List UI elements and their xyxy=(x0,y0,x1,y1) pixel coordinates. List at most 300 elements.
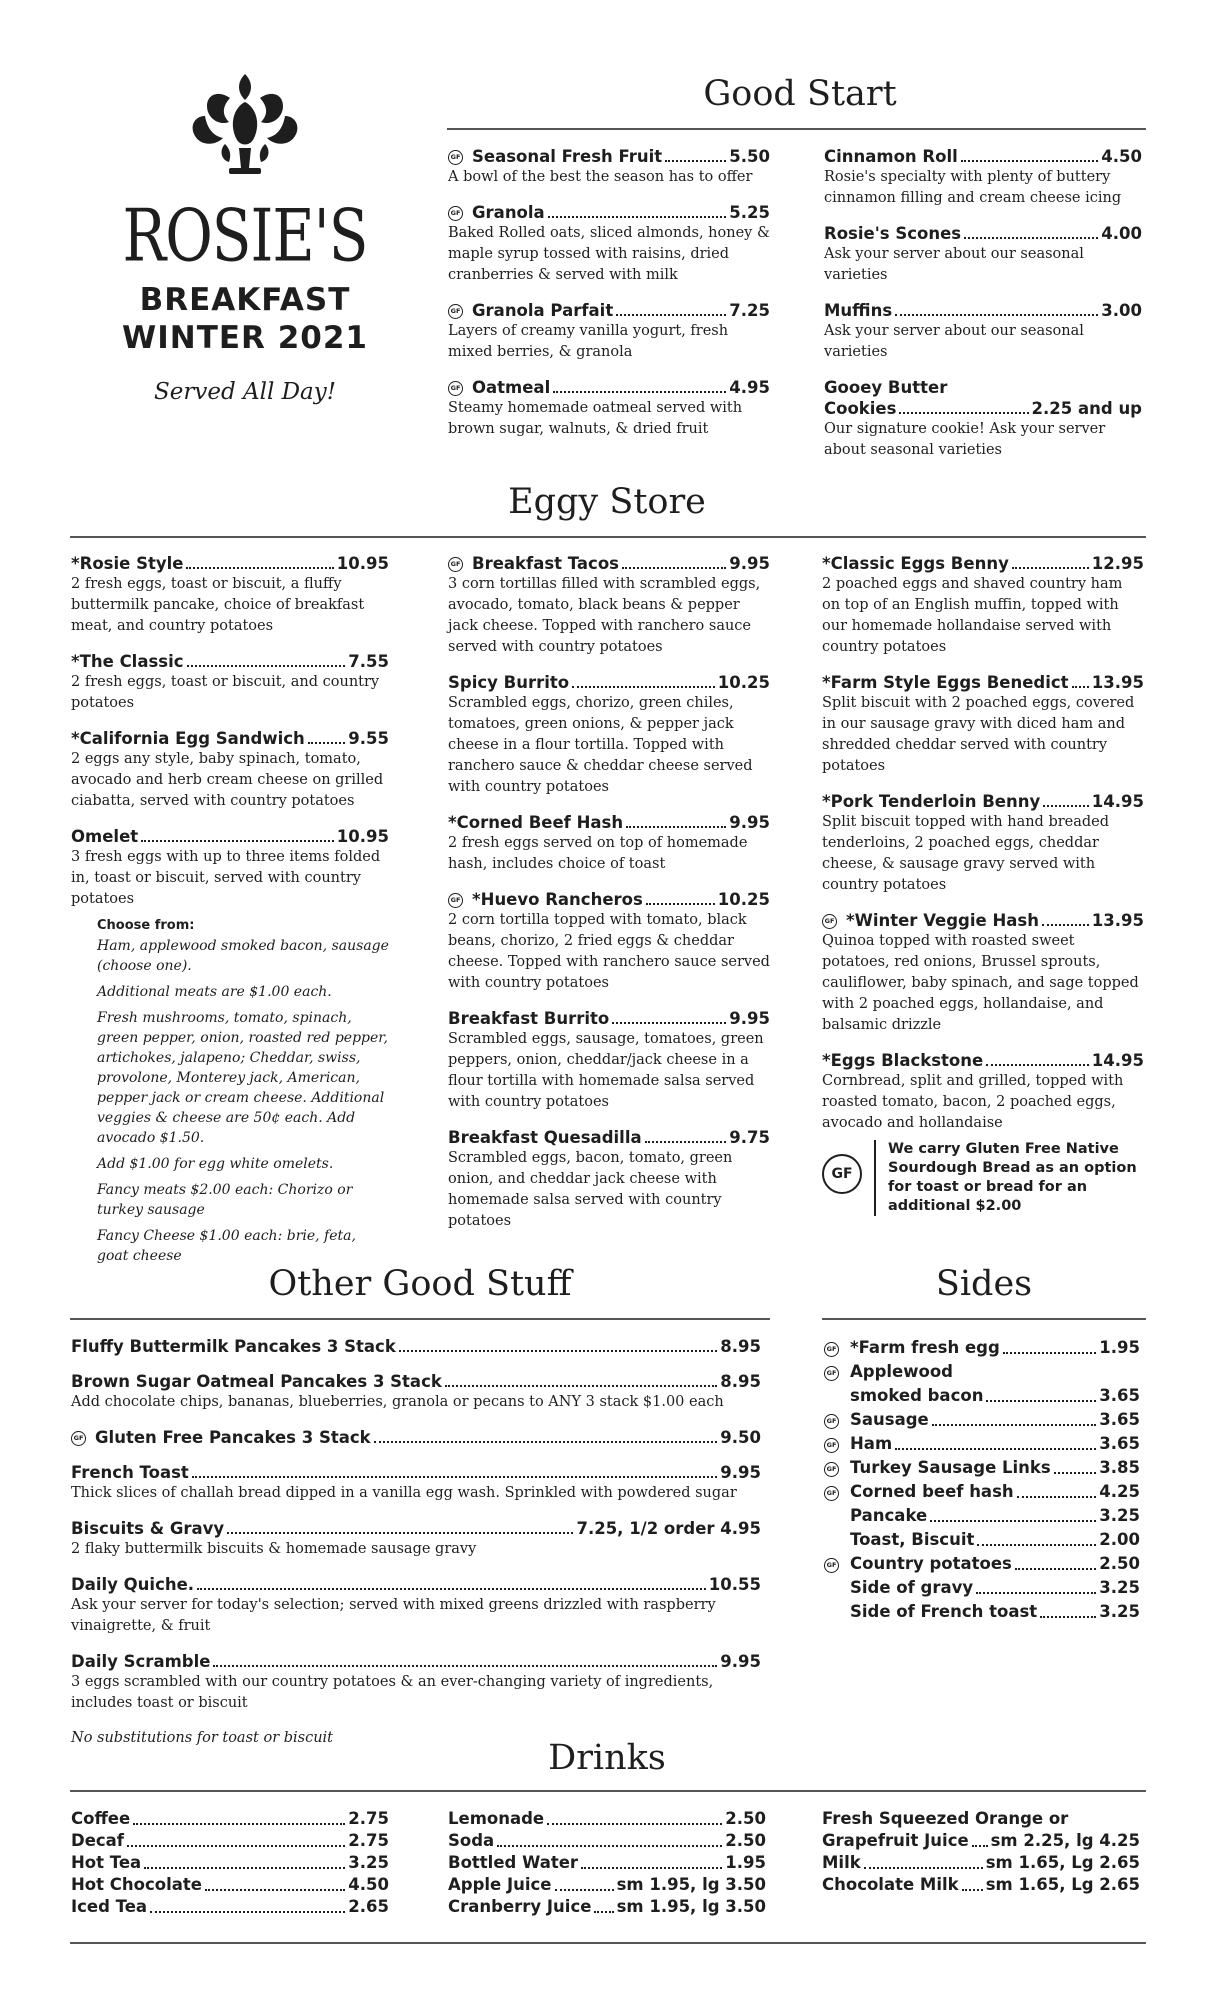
side-item xyxy=(824,1528,1140,1552)
menu-item-name: Fluffy Buttermilk Pancakes 3 Stack xyxy=(71,1337,396,1356)
menu-item-price: 5.25 xyxy=(729,203,770,222)
menu-item-name: *Corned Beef Hash xyxy=(448,813,624,832)
leader-dots xyxy=(1040,1616,1096,1618)
gf-slot xyxy=(824,1360,850,1384)
omelet-option: Ham, applewood smoked bacon, sausage (choose one). xyxy=(97,938,389,974)
menu-item-price: 7.25 xyxy=(729,301,770,320)
section-title-other-good-stuff: Other Good Stuff xyxy=(268,1264,572,1304)
gf-slot xyxy=(824,1432,850,1456)
omelet-option: Add $1.00 for egg white omelets. xyxy=(97,1156,334,1172)
good-start-col2 xyxy=(824,146,1142,475)
drink-item xyxy=(71,1852,389,1874)
menu-item-description: 2 corn tortilla topped with tomato, black beans, chorizo, 2 fried eggs & cheddar cheese. Topped with ranchero sauce served with country potatoes xyxy=(448,912,770,991)
menu-item-description: 3 corn tortillas filled with scrambled eggs, avocado, tomato, black beans & pepper jack cheese. Topped with ranchero sauce served with country potatoes xyxy=(448,576,761,655)
menu-item-price: 14.95 xyxy=(1091,1051,1144,1070)
menu-item-header xyxy=(71,651,389,672)
other-good-stuff-item xyxy=(71,1518,761,1560)
menu-item-header xyxy=(71,1574,761,1595)
leader-dots xyxy=(1003,1352,1097,1354)
menu-item-description: 2 fresh eggs, toast or biscuit, and country potatoes xyxy=(71,674,380,711)
leader-dots xyxy=(986,1064,1089,1066)
eggy-store-item xyxy=(448,1127,770,1232)
drink-item xyxy=(448,1896,766,1918)
menu-item-description: Steamy homemade oatmeal served with brown sugar, walnuts, & dried fruit xyxy=(448,400,743,437)
menu-item-name: Daily Quiche. xyxy=(71,1575,195,1594)
drink-price: sm 1.65, Lg 2.65 xyxy=(985,1875,1140,1894)
menu-item-price: 10.55 xyxy=(708,1575,761,1594)
menu-item-description: Ask your server about our seasonal varieties xyxy=(824,323,1084,360)
drink-item xyxy=(71,1808,389,1830)
menu-item-name: Brown Sugar Oatmeal Pancakes 3 Stack xyxy=(71,1372,442,1391)
side-item xyxy=(824,1600,1140,1624)
good-start-item xyxy=(824,146,1142,209)
drink-name: Iced Tea xyxy=(71,1897,148,1916)
menu-item-name: Biscuits & Gravy xyxy=(71,1519,225,1538)
side-item-name: Sausage xyxy=(850,1410,929,1429)
leader-dots xyxy=(192,1476,717,1478)
gluten-free-icon: GF xyxy=(824,1558,839,1573)
side-item-name: Side of gravy xyxy=(850,1578,974,1597)
leader-dots xyxy=(976,1592,1096,1594)
gf-icon: GF xyxy=(822,1154,862,1194)
menu-item-name: Gluten Free Pancakes 3 Stack xyxy=(95,1428,371,1447)
side-item-name: Side of French toast xyxy=(850,1602,1038,1621)
leader-dots xyxy=(548,216,727,218)
menu-item-name: *Eggs Blackstone xyxy=(822,1051,984,1070)
menu-item-description: Add chocolate chips, bananas, blueberries, granola or pecans to ANY 3 stack $1.00 each xyxy=(71,1394,724,1410)
sides-list xyxy=(824,1336,1140,1624)
side-item-name-line1: Applewood xyxy=(850,1362,953,1381)
gf-note xyxy=(822,1140,1144,1216)
eggy-store-item xyxy=(71,651,389,714)
divider xyxy=(874,1140,876,1216)
drink-price: 2.50 xyxy=(725,1831,766,1850)
other-good-stuff-item xyxy=(71,1336,761,1357)
drink-price: 2.50 xyxy=(725,1809,766,1828)
drink-item xyxy=(822,1852,1140,1874)
leader-dots xyxy=(227,1532,573,1534)
menu-item-header xyxy=(824,146,1142,167)
menu-item-header xyxy=(448,672,770,693)
menu-item-price: 7.55 xyxy=(348,652,389,671)
menu-item-description: A bowl of the best the season has to offer xyxy=(448,169,753,185)
side-item-name: Corned beef hash xyxy=(850,1482,1014,1501)
gluten-free-icon: GF xyxy=(448,304,463,319)
divider xyxy=(447,128,1146,130)
menu-item-name: *Rosie Style xyxy=(71,554,184,573)
eggy-store-item xyxy=(448,812,770,875)
leader-dots xyxy=(555,1889,614,1891)
menu-item-header xyxy=(822,672,1144,693)
brand-line1: BREAKFAST xyxy=(139,282,351,318)
menu-item-description: Split biscuit topped with hand breaded tenderloins, 2 poached eggs, cheddar cheese, & sausage gravy served with country potatoes xyxy=(822,814,1110,893)
menu-item-name: French Toast xyxy=(71,1463,189,1482)
gf-slot xyxy=(824,1480,850,1504)
eggy-store-item xyxy=(822,910,1144,1036)
menu-item-header xyxy=(71,1518,761,1539)
drink-price: sm 2.25, lg 4.25 xyxy=(990,1831,1140,1850)
drink-item xyxy=(448,1852,766,1874)
leader-dots xyxy=(986,1400,1096,1402)
menu-item-price: 9.50 xyxy=(720,1428,761,1447)
menu-item-price: 10.25 xyxy=(717,890,770,909)
menu-item-header xyxy=(448,202,770,223)
gluten-free-icon: GF xyxy=(448,206,463,221)
menu-item-description: 2 eggs any style, baby spinach, tomato, avocado and herb cream cheese on grilled ciabatta, served with country potatoes xyxy=(71,751,384,809)
eggy-store-item xyxy=(822,1050,1144,1134)
menu-item-header xyxy=(824,398,1142,419)
menu-item-header xyxy=(822,910,1144,931)
side-item-name: Toast, Biscuit xyxy=(850,1530,975,1549)
drink-item xyxy=(71,1830,389,1852)
leader-dots xyxy=(622,567,726,569)
leader-dots xyxy=(972,1845,988,1847)
menu-item-name: Oatmeal xyxy=(472,378,551,397)
good-start-item xyxy=(824,223,1142,286)
menu-item-header xyxy=(71,1427,761,1448)
side-item-name: Ham xyxy=(850,1434,893,1453)
gluten-free-icon: GF xyxy=(71,1431,86,1446)
menu-item-name: Granola xyxy=(472,203,545,222)
eggy-store-item xyxy=(822,672,1144,777)
leader-dots xyxy=(374,1441,718,1443)
eggy-store-col1 xyxy=(71,553,389,1272)
menu-item-description: Scrambled eggs, sausage, tomatoes, green peppers, onion, cheddar/jack cheese in a flour tortilla with homemade salsa served with country potatoes xyxy=(448,1031,764,1110)
menu-item-price: 13.95 xyxy=(1091,673,1144,692)
menu-item-header xyxy=(822,1050,1144,1071)
gluten-free-icon: GF xyxy=(448,893,463,908)
leader-dots xyxy=(572,686,715,688)
side-item-price: 3.85 xyxy=(1099,1458,1140,1477)
menu-item-price: 8.95 xyxy=(720,1372,761,1391)
side-item-name: *Farm fresh egg xyxy=(850,1338,1000,1357)
choose-from-label: Choose from: xyxy=(97,918,195,933)
leader-dots xyxy=(645,1141,727,1143)
drink-item xyxy=(822,1874,1140,1896)
drink-item xyxy=(822,1830,1140,1852)
leader-dots xyxy=(899,412,1028,414)
drink-name: Cranberry Juice xyxy=(448,1897,592,1916)
divider xyxy=(822,1318,1146,1320)
good-start-col1 xyxy=(448,146,770,454)
drink-price: 4.50 xyxy=(348,1875,389,1894)
gluten-free-icon: GF xyxy=(822,914,837,929)
menu-item-header xyxy=(71,1462,761,1483)
side-item-name: Pancake xyxy=(850,1506,928,1525)
menu-item-name: Cinnamon Roll xyxy=(824,147,958,166)
menu-item-price: 5.50 xyxy=(729,147,770,166)
menu-item-price: 10.25 xyxy=(717,673,770,692)
drink-name: Bottled Water xyxy=(448,1853,579,1872)
leader-dots xyxy=(308,742,346,744)
side-item-name: Turkey Sausage Links xyxy=(850,1458,1051,1477)
menu-item-name: *Winter Veggie Hash xyxy=(846,911,1039,930)
menu-item-description: 3 eggs scrambled with our country potatoes & an ever-changing variety of ingredients, includes toast or biscuit xyxy=(71,1674,714,1711)
gluten-free-icon: GF xyxy=(824,1438,839,1453)
leader-dots xyxy=(977,1544,1096,1546)
divider xyxy=(70,1942,1146,1944)
brand-tagline: Served All Day! xyxy=(153,379,337,405)
drink-item xyxy=(71,1874,389,1896)
leader-dots xyxy=(186,567,333,569)
side-item-name: Country potatoes xyxy=(850,1554,1012,1573)
leader-dots xyxy=(581,1867,722,1869)
divider xyxy=(70,536,1146,538)
drink-name: Chocolate Milk xyxy=(822,1875,959,1894)
drink-name: Grapefruit Juice xyxy=(822,1831,969,1850)
side-item-price: 3.65 xyxy=(1099,1434,1140,1453)
leader-dots xyxy=(864,1867,983,1869)
gluten-free-icon: GF xyxy=(824,1414,839,1429)
section-title-sides: Sides xyxy=(935,1264,1033,1304)
leader-dots xyxy=(665,160,726,162)
good-start-item xyxy=(448,146,770,188)
drink-price: 1.95 xyxy=(725,1853,766,1872)
menu-item-description: Thick slices of challah bread dipped in a vanilla egg wash. Sprinkled with powdered sugar xyxy=(71,1485,737,1501)
side-item-name: smoked bacon xyxy=(850,1386,984,1405)
drink-price: sm 1.95, lg 3.50 xyxy=(616,1897,766,1916)
menu-item-price: 9.95 xyxy=(729,554,770,573)
good-start-item xyxy=(448,300,770,363)
gf-slot xyxy=(824,1552,850,1576)
menu-item-header xyxy=(822,791,1144,812)
section-title-eggy-store: Eggy Store xyxy=(508,482,706,522)
menu-item-name: Breakfast Tacos xyxy=(472,554,619,573)
menu-item-description: 2 flaky buttermilk biscuits & homemade sausage gravy xyxy=(71,1541,477,1557)
menu-item-description: Baked Rolled oats, sliced almonds, honey & maple syrup tossed with raisins, dried cranberries & served with milk xyxy=(448,225,770,283)
menu-item-name: *California Egg Sandwich xyxy=(71,729,305,748)
omelet-option: Fancy meats $2.00 each: Chorizo or turkey sausage xyxy=(97,1182,353,1218)
eggy-store-item xyxy=(71,826,389,910)
leader-dots xyxy=(141,840,334,842)
menu-item-price: 4.95 xyxy=(729,378,770,397)
menu-item-price: 3.00 xyxy=(1101,301,1142,320)
menu-item-name: Breakfast Quesadilla xyxy=(448,1128,642,1147)
menu-item-price: 7.25, 1/2 order 4.95 xyxy=(576,1519,761,1538)
side-item-line1 xyxy=(824,1360,1140,1384)
menu-item-name: Rosie's Scones xyxy=(824,224,962,243)
menu-item-header xyxy=(448,300,770,321)
gluten-free-icon: GF xyxy=(824,1342,839,1357)
side-item-price: 3.25 xyxy=(1099,1578,1140,1597)
leader-dots xyxy=(205,1889,345,1891)
other-good-stuff-item xyxy=(71,1462,761,1504)
menu-item-price: 4.50 xyxy=(1101,147,1142,166)
drink-name: Lemonade xyxy=(448,1809,545,1828)
leader-dots xyxy=(1015,1568,1096,1570)
menu-item-header xyxy=(448,1008,770,1029)
menu-item-header xyxy=(448,146,770,167)
leader-dots xyxy=(553,391,726,393)
menu-item-description: Ask your server about our seasonal varieties xyxy=(824,246,1084,283)
good-start-item xyxy=(448,202,770,286)
no-substitutions-note: No substitutions for toast or biscuit xyxy=(71,1730,334,1746)
menu-item-price: 9.75 xyxy=(729,1128,770,1147)
eggy-store-item xyxy=(822,791,1144,896)
menu-item-header xyxy=(448,889,770,910)
eggy-store-col2 xyxy=(448,553,770,1246)
menu-item-description: 2 fresh eggs served on top of homemade hash, includes choice of toast xyxy=(448,835,748,872)
drink-price: 3.25 xyxy=(348,1853,389,1872)
leader-dots xyxy=(895,1448,1096,1450)
leader-dots xyxy=(1012,567,1089,569)
eggy-store-item xyxy=(448,553,770,658)
eggy-store-item xyxy=(448,1008,770,1113)
leader-dots xyxy=(1054,1472,1097,1474)
good-start-item xyxy=(824,377,1142,461)
menu-item-name: Breakfast Burrito xyxy=(448,1009,610,1028)
leader-dots xyxy=(616,314,726,316)
menu-item-header xyxy=(71,1371,761,1392)
side-item-price: 2.00 xyxy=(1099,1530,1140,1549)
menu-item-price: 9.95 xyxy=(729,813,770,832)
side-item-price: 4.25 xyxy=(1099,1482,1140,1501)
leader-dots xyxy=(187,665,346,667)
side-item-price: 2.50 xyxy=(1099,1554,1140,1573)
leader-dots xyxy=(594,1911,613,1913)
menu-item-name: Granola Parfait xyxy=(472,301,614,320)
menu-item-description: Scrambled eggs, bacon, tomato, green onion, and cheddar jack cheese with homemade salsa served with country potatoes xyxy=(448,1150,733,1229)
gf-note-text: We carry Gluten Free Native Sourdough Bread as an option for toast or bread for an additional $2.00 xyxy=(888,1141,1137,1214)
menu-item-description: 2 fresh eggs, toast or biscuit, a fluffy buttermilk pancake, choice of breakfast meat, and country potatoes xyxy=(71,576,365,634)
leader-dots xyxy=(399,1350,717,1352)
leader-dots xyxy=(150,1911,345,1913)
side-item-price: 1.95 xyxy=(1099,1338,1140,1357)
menu-item-description: 2 poached eggs and shaved country ham on top of an English muffin, topped with our homemade hollandaise served with country potatoes xyxy=(822,576,1123,655)
drink-name: Hot Chocolate xyxy=(71,1875,202,1894)
eggy-store-item xyxy=(448,672,770,798)
menu-item-description: Ask your server for today's selection; served with mixed greens drizzled with raspberry vinaigrette, & fruit xyxy=(71,1597,716,1634)
menu-item-name: *Classic Eggs Benny xyxy=(822,554,1009,573)
leader-dots xyxy=(213,1665,717,1667)
side-item xyxy=(824,1384,1140,1408)
leader-dots xyxy=(127,1845,345,1847)
menu-item-description: Cornbread, split and grilled, topped with roasted tomato, bacon, 2 poached eggs, avocado and hollandaise xyxy=(822,1073,1124,1131)
menu-item-name: Cookies xyxy=(824,399,897,418)
menu-item-header xyxy=(448,812,770,833)
leader-dots xyxy=(646,903,715,905)
menu-item-description: Our signature cookie! Ask your server about seasonal varieties xyxy=(824,421,1106,458)
menu-item-price: 12.95 xyxy=(1091,554,1144,573)
side-item-price: 3.25 xyxy=(1099,1602,1140,1621)
menu-item-name-line1: Gooey Butter xyxy=(824,378,948,397)
leader-dots xyxy=(144,1867,345,1869)
leader-dots xyxy=(1043,805,1089,807)
menu-item-header xyxy=(71,1651,761,1672)
drink-item xyxy=(448,1830,766,1852)
gluten-free-icon: GF xyxy=(448,557,463,572)
menu-item-price: 9.95 xyxy=(729,1009,770,1028)
leader-dots xyxy=(547,1823,722,1825)
menu-item-price: 13.95 xyxy=(1091,911,1144,930)
menu-item-price: 8.95 xyxy=(720,1337,761,1356)
menu-item-price: 9.95 xyxy=(720,1463,761,1482)
flourish-logo-icon xyxy=(185,68,305,183)
drink-name: Hot Tea xyxy=(71,1853,142,1872)
menu-item-name: *The Classic xyxy=(71,652,184,671)
menu-item-name: Muffins xyxy=(824,301,893,320)
logo-block xyxy=(95,68,395,448)
brand-name: ROSIE'S xyxy=(122,192,368,278)
gluten-free-icon: GF xyxy=(448,150,463,165)
drink-name: Coffee xyxy=(71,1809,131,1828)
menu-item-name: Seasonal Fresh Fruit xyxy=(472,147,663,166)
other-good-stuff-item xyxy=(71,1427,761,1448)
drink-price: 2.75 xyxy=(348,1831,389,1850)
drink-item xyxy=(448,1874,766,1896)
other-good-stuff-item xyxy=(71,1371,761,1413)
drink-name-line1: Fresh Squeezed Orange or xyxy=(822,1809,1069,1828)
gluten-free-icon: GF xyxy=(448,381,463,396)
menu-item-name: Spicy Burrito xyxy=(448,673,570,692)
other-good-stuff-list xyxy=(71,1336,761,1749)
leader-dots xyxy=(445,1385,717,1387)
gf-slot xyxy=(824,1456,850,1480)
gluten-free-icon: GF xyxy=(824,1486,839,1501)
leader-dots xyxy=(1042,924,1089,926)
menu-item-header xyxy=(71,826,389,847)
leader-dots xyxy=(1017,1496,1097,1498)
section-title-drinks: Drinks xyxy=(548,1738,666,1778)
menu-item-header xyxy=(71,1336,761,1357)
drink-price: sm 1.65, Lg 2.65 xyxy=(985,1853,1140,1872)
side-item-price: 3.25 xyxy=(1099,1506,1140,1525)
menu-item-description: 3 fresh eggs with up to three items folded in, toast or biscuit, served with country potatoes xyxy=(71,849,381,907)
menu-item-price: 9.95 xyxy=(720,1652,761,1671)
menu-item-name: *Farm Style Eggs Benedict xyxy=(822,673,1069,692)
gf-slot xyxy=(824,1336,850,1360)
menu-item-name: Omelet xyxy=(71,827,139,846)
menu-item-header xyxy=(71,728,389,749)
menu-item-header xyxy=(448,553,770,574)
leader-dots xyxy=(197,1588,706,1590)
drink-price: 2.75 xyxy=(348,1809,389,1828)
menu-item-name: *Huevo Rancheros xyxy=(472,890,643,909)
side-item xyxy=(824,1336,1140,1360)
drink-price: sm 1.95, lg 3.50 xyxy=(616,1875,766,1894)
menu-item-description: Rosie's specialty with plenty of buttery cinnamon filling and cream cheese icing xyxy=(824,169,1122,206)
menu-item-header xyxy=(448,1127,770,1148)
side-item xyxy=(824,1480,1140,1504)
eggy-store-item xyxy=(448,889,770,994)
drink-item xyxy=(448,1808,766,1830)
eggy-store-col3 xyxy=(822,553,1144,1148)
other-good-stuff-item xyxy=(71,1651,761,1714)
leader-dots xyxy=(133,1823,345,1825)
menu-item-price: 10.95 xyxy=(336,554,389,573)
eggy-store-item xyxy=(71,728,389,812)
omelet-option: Fresh mushrooms, tomato, spinach, green pepper, onion, roasted red pepper, artichokes, jalapeno; Cheddar, swiss, provolone, Monterey jack, American, pepper jack or cream cheese. Additional veggies & cheese are 50¢ each. Add avocado $1.50. xyxy=(97,1010,388,1146)
drink-name: Decaf xyxy=(71,1831,124,1850)
menu-item-description: Quinoa topped with roasted sweet potatoes, red onions, Brussel sprouts, cauliflower, baby spinach, and sage topped with 2 poached eggs, hollandaise, and balsamic drizzle xyxy=(822,933,1139,1033)
drinks-col3 xyxy=(822,1808,1140,1896)
divider xyxy=(70,1318,770,1320)
menu-item-header xyxy=(448,377,770,398)
side-item xyxy=(824,1456,1140,1480)
menu-item-price: 4.00 xyxy=(1101,224,1142,243)
side-item xyxy=(824,1576,1140,1600)
side-item xyxy=(824,1504,1140,1528)
eggy-store-item xyxy=(822,553,1144,658)
drinks-col2 xyxy=(448,1808,766,1918)
menu-item-price: 10.95 xyxy=(336,827,389,846)
divider xyxy=(70,1790,1146,1792)
eggy-store-item xyxy=(71,553,389,637)
side-item xyxy=(824,1552,1140,1576)
gluten-free-icon: GF xyxy=(824,1462,839,1477)
drinks-col1 xyxy=(71,1808,389,1918)
leader-dots xyxy=(626,826,726,828)
